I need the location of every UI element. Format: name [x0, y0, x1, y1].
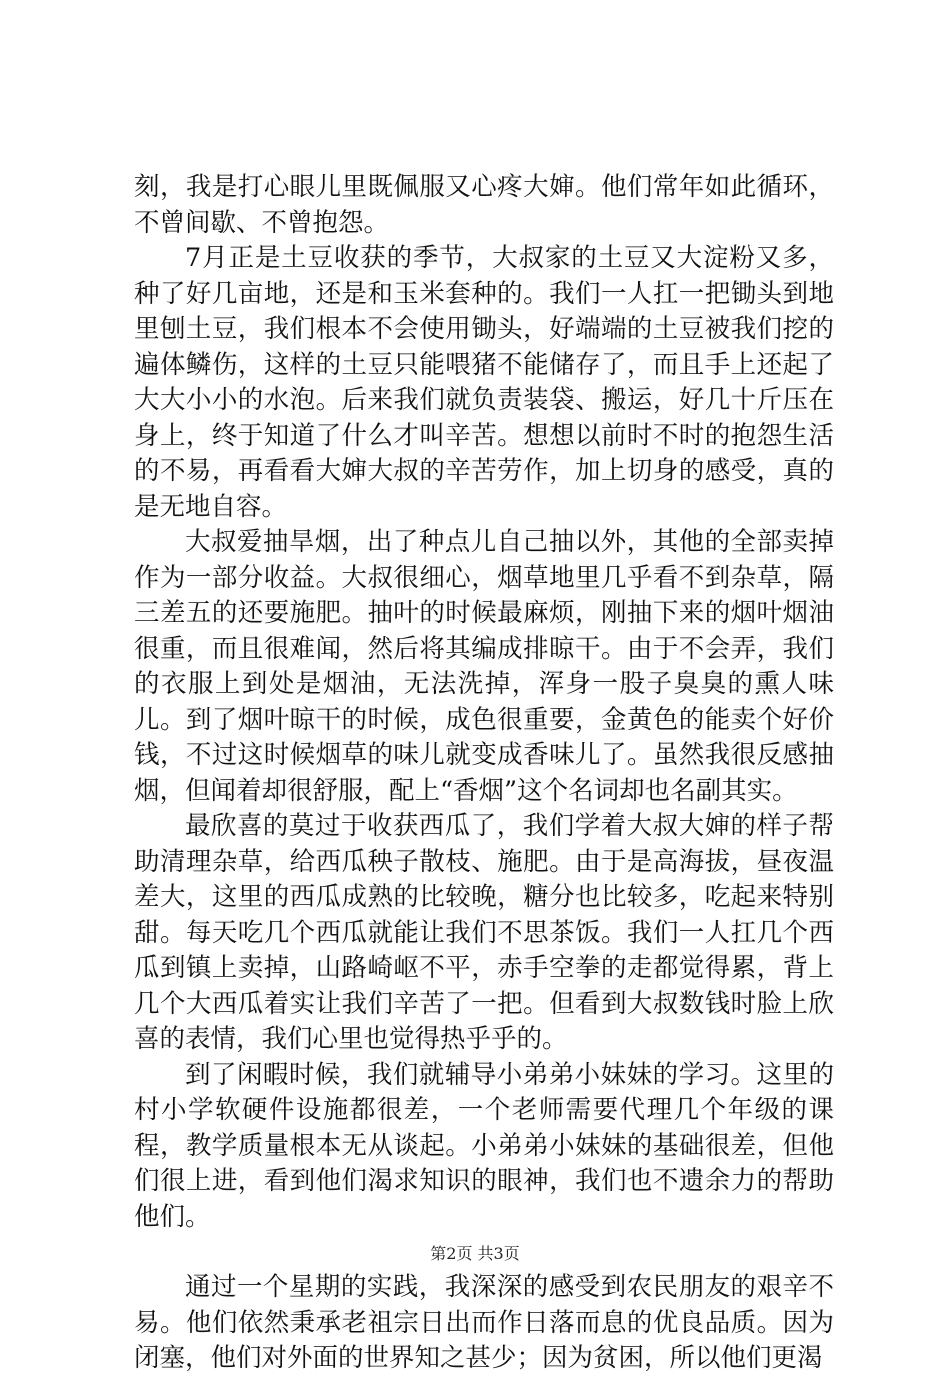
paragraph-tutoring: 到了闲暇时候，我们就辅导小弟弟小妹妹的学习。这里的村小学软硬件设施都很差，一个老师需要代理几个年级的课程，教学质量根本无从谈起。小弟弟小妹妹的基础很差，但他们很上进，看到他们渴求知识的眼神，我们也不遗余力的帮助他们。 — [134, 1059, 834, 1232]
paragraph-conclusion: 通过一个星期的实践，我深深的感受到农民朋友的艰辛不易。他们依然秉承老祖宗日出而作日落而息的优良品质。因为闭塞，他们对外面的世界知之甚少；因为贫困，所以他们更渴 — [134, 1272, 834, 1373]
paragraph-watermelon: 最欣喜的莫过于收获西瓜了，我们学着大叔大婶的样子帮助清理杂草，给西瓜秧子散枝、施肥。由于是高海拔，昼夜温差大，这里的西瓜成熟的比较晚，糖分也比较多，吃起来特别甜。每天吃几个西瓜就能让我们不思茶饭。我们一人扛几个西瓜到镇上卖掉，山路崎岖不平，赤手空拳的走都觉得累，背上几个大西瓜着实让我们辛苦了一把。但看到大叔数钱时脸上欣喜的表情，我们心里也觉得热乎乎的。 — [134, 811, 834, 1054]
paragraph-potato-harvest: 7月正是土豆收获的季节，大叔家的土豆又大淀粉又多，种了好几亩地，还是和玉米套种的。我们一人扛一把锄头到地里刨土豆，我们根本不会使用锄头，好端端的土豆被我们挖的遍体鳞伤，这样的土豆只能喂猪不能储存了，而且手上还起了大大小小的水泡。后来我们就负责装袋、搬运，好几十斤压在身上，终于知道了什么才叫辛苦。想想以前时不时的抱怨生活的不易，再看看大婶大叔的辛苦劳作，加上切身的感受，真的是无地自容。 — [134, 243, 834, 522]
document-body — [134, 170, 834, 1377]
page-footer: 第2页 共3页 — [430, 1244, 520, 1263]
paragraph-tobacco: 大叔爱抽旱烟，出了种点儿自己抽以外，其他的全部卖掉作为一部分收益。大叔很细心，烟草地里几乎看不到杂草，隔三差五的还要施肥。抽叶的时候最麻烦，刚抽下来的烟叶烟油很重，而且很难闻，然后将其编成排晾干。由于不会弄，我们的衣服上到处是烟油，无法洗掉，浑身一股子臭臭的熏人味儿。到了烟叶晾干的时候，成色很重要，金黄色的能卖个好价钱，不过这时候烟草的味儿就变成香味儿了。虽然我很反感抽烟，但闻着却很舒服，配上“香烟”这个名词却也名副其实。 — [134, 527, 834, 806]
paragraph-continuation: 刻，我是打心眼儿里既佩服又心疼大婶。他们常年如此循环，不曾间歇、不曾抱怨。 — [134, 172, 834, 238]
